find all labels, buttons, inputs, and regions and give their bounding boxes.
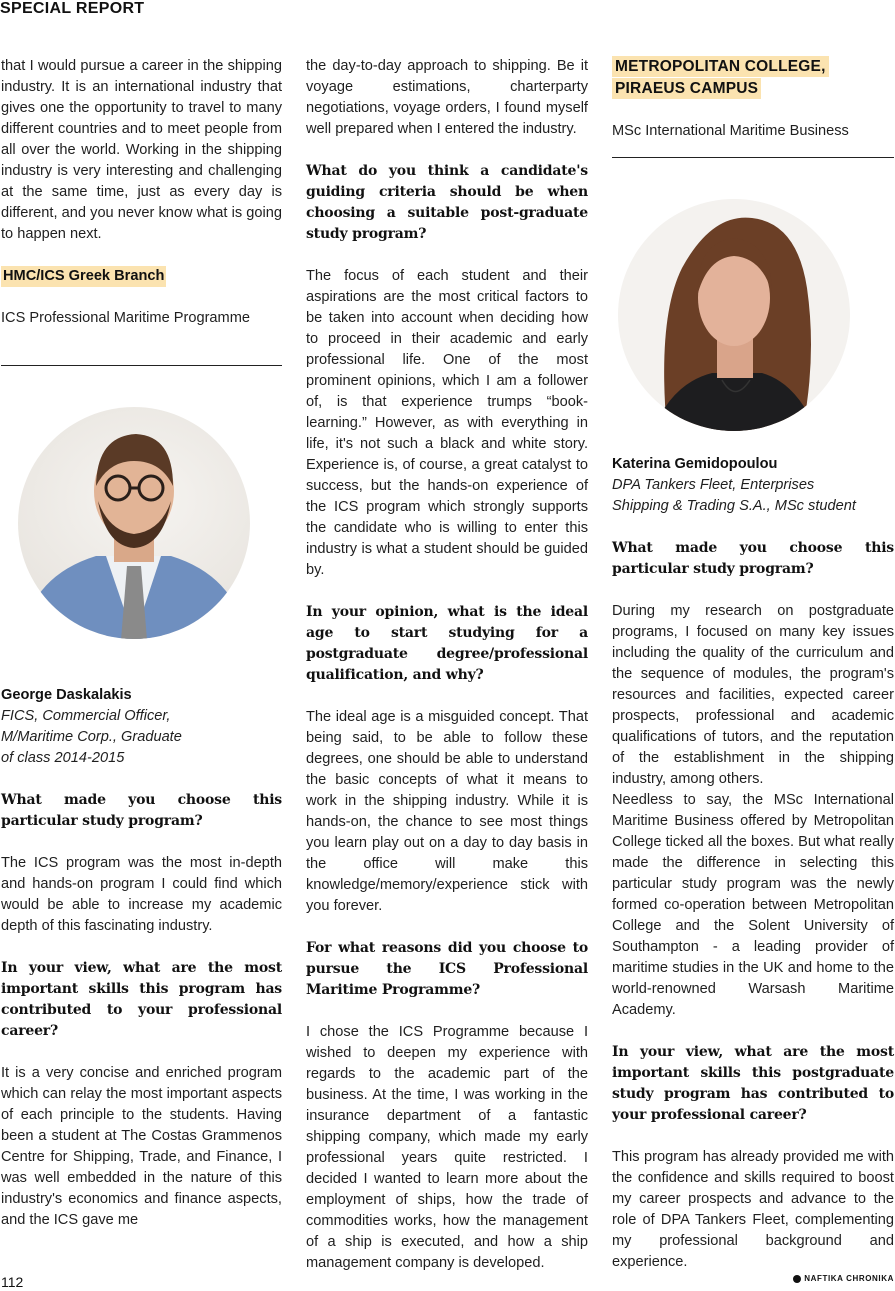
col1-question-1: What made you choose this particular study program?	[1, 792, 282, 829]
col3-org-label-2: PIRAEUS CAMPUS	[612, 78, 761, 99]
footer-brand	[793, 1274, 894, 1283]
col3-question-2: In your view, what are the most important skills this postgraduate study program has contributed to your professional career?	[612, 1044, 894, 1123]
col3-answer-1-p2: Needless to say, the MSc International Maritime Business offered by Metropolitan College ticked all the boxes. But what really made the difference in selecting this particular study program was the newly formed co-operation between Metropolitan College and the Solent University of Southampton - a leading provider of maritime studies in the UK and home to the world-renowned Warsash Maritime Academy.	[612, 792, 894, 1018]
col1-person-role-2: M/Maritime Corp., Graduate	[1, 729, 182, 745]
portrait-katerina-gemidopoulou	[612, 198, 894, 432]
col1-person-role-3: of class 2014-2015	[1, 750, 125, 766]
portrait-george-daskalakis	[1, 406, 282, 640]
col1-answer-2: It is a very concise and enriched program which can relay the most important aspects of each principle to the students. Having been a student at The Costas Grammenos Centre for Shipping, Trade, and Finance, I was well embedded in the nature of this industry's economics and finance aspects, and the ICS gave me	[1, 1065, 282, 1228]
col3-person-name: Katerina Gemidopoulou	[612, 456, 778, 472]
col2-question-2: In your opinion, what is the ideal age to start studying for a postgraduate degree/professional qualification, and why?	[306, 604, 588, 683]
col2-question-1: What do you think a candidate's guiding criteria should be when choosing a suitable post-graduate study program?	[306, 163, 588, 242]
col1-person-name: George Daskalakis	[1, 687, 132, 703]
col3-question-1: What made you choose this particular study program?	[612, 540, 894, 577]
col2-answer-3: I chose the ICS Programme because I wished to deepen my experience with regards to the academic part of the business. At the time, I was working in the insurance department of a fantastic shipping company, which made my early professional years quite restricted. I decided I wanted to learn more about the employment of ships, how the trade of commodities works, how the management of a ship is executed, and how a ship management company is developed.	[306, 1024, 588, 1271]
col2-answer-1: The focus of each student and their aspirations are the most critical factors to be taken into account when deciding how to proceed in their academic and early professional life. One of the most prominent opinions, which I am a follower of, is that experience trumps “book-learning.” However, as with everything in life, it's not such a black and white story. Experience is, of course, a great catalyst to success, but the hands-on experience of the ICS program which strongly supports the candidate who is willing to enter this industry is what a student should be guided by.	[306, 268, 588, 578]
col2-question-3: For what reasons did you choose to pursue the ICS Professional Maritime Programme?	[306, 940, 588, 998]
page-number: 112	[1, 1274, 24, 1290]
col2-intro-text: the day-to-day approach to shipping. Be it voyage estimations, charterparty negotiations, voyage orders, I found myself well prepared when I entered the industry.	[306, 58, 588, 137]
col3-org-label-1: METROPOLITAN COLLEGE,	[612, 56, 829, 77]
column-3	[612, 56, 894, 1273]
column-2	[306, 56, 588, 1274]
col1-program-name: ICS Professional Maritime Programme	[1, 310, 250, 326]
col1-intro-text: that I would pursue a career in the shipping industry. It is an international industry that gives one the opportunity to travel to many different countries and to meet people from all over the world. Working in the shipping industry is very interesting and challenging at the same time, just as every day is different, and you never know what is going to happen next.	[1, 58, 282, 242]
col1-question-2: In your view, what are the most important skills this program has contributed to your professional career?	[1, 960, 282, 1039]
col3-answer-1-p1: During my research on postgraduate programs, I focused on many key issues including the quality of the curriculum and the sequence of modules, the program's resources and facilities, expected career prospects, professional and academic qualifications of tutors, and the reputation of the establishment in the shipping industry, among others.	[612, 603, 894, 787]
col1-org-label: HMC/ICS Greek Branch	[1, 266, 166, 287]
column-1	[1, 56, 282, 1231]
section-label: SPECIAL REPORT	[0, 0, 145, 17]
col3-answer-2: This program has already provided me with the confidence and skills required to boost my career prospects and advance to the role of DPA Tankers Fleet, complementing my professional background and experience.	[612, 1149, 894, 1270]
col2-answer-2: The ideal age is a misguided concept. That being said, to be able to follow these degrees, one should be able to understand the basic concepts of what it means to work in the shipping industry. While it is hands-on, the chance to see most things you learn play out on a day to day basis in the office will make this knowledge/memory/experience stick with you forever.	[306, 709, 588, 914]
col3-person-role-1: DPA Tankers Fleet, Enterprises	[612, 477, 815, 493]
col1-answer-1: The ICS program was the most in-depth and hands-on program I could find which would be able to increase my academic depth of this fascinating industry.	[1, 855, 282, 934]
brand-name: NAFTIKA CHRONIKA	[804, 1274, 894, 1283]
col3-person-role-2: Shipping & Trading S.A., MSc student	[612, 498, 856, 514]
col3-program-name: MSc International Maritime Business	[612, 123, 849, 139]
brand-logo-icon	[793, 1275, 801, 1283]
col1-person-role-1: FICS, Commercial Officer,	[1, 708, 171, 724]
